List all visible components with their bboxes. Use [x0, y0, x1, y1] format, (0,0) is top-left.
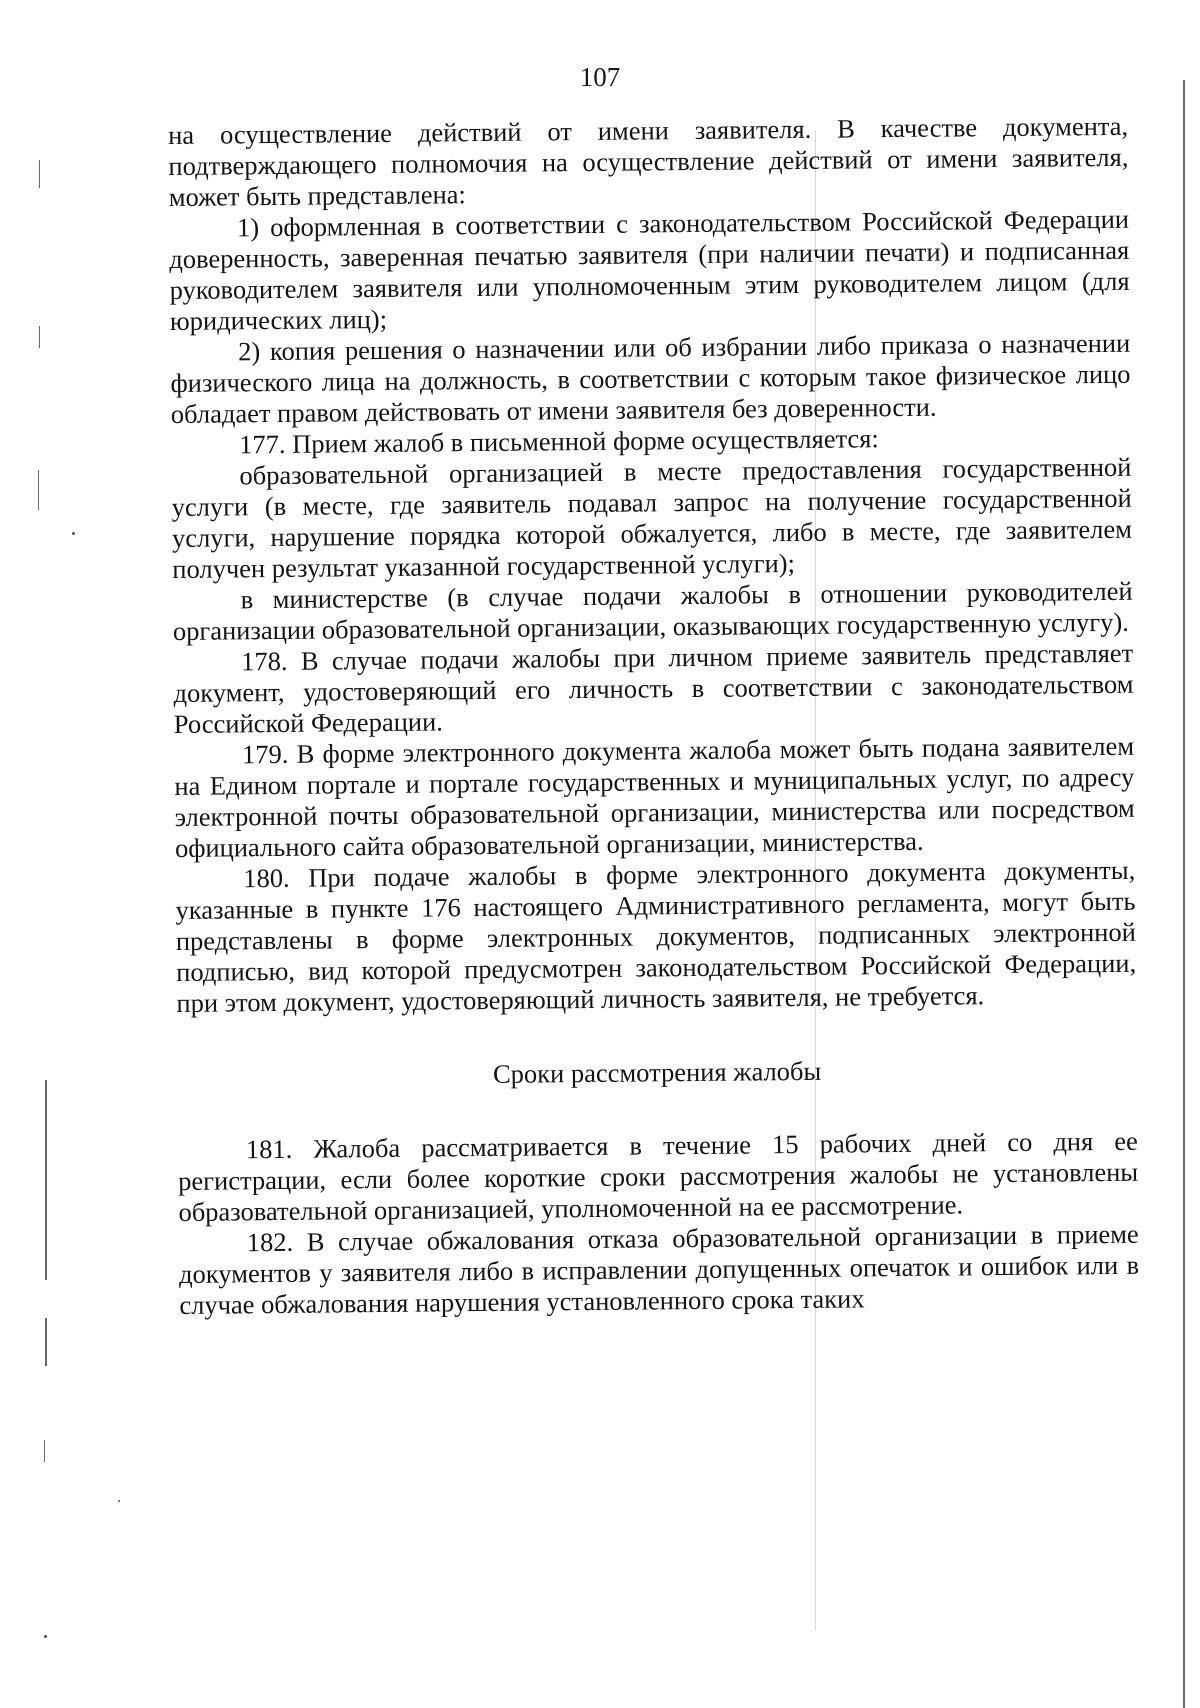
paragraph: 178. В случае подачи жалобы при личном приеме заявитель представляет документ, удостоверяющий его личность в соответствии с законодательством Российской Федерации.: [173, 637, 1134, 739]
scan-artifact-left-mark: [44, 1440, 45, 1462]
scan-artifact-right-edge: [1183, 80, 1185, 1708]
paragraph: 181. Жалоба рассматривается в течение 15 рабочих дней со дня ее регистрации, если более короткие сроки рассмотрения жалобы не установлены образовательной организацией, уполномоченной на ее рассмотрение.: [178, 1125, 1139, 1227]
paragraph: 177. Прием жалоб в письменной форме осуществляется:: [238, 423, 879, 460]
scan-artifact-left-mark: [39, 160, 40, 188]
paragraph: 180. При подаче жалобы в форме электронного документа документы, указанные в пункте 176 настоящего Административного регламента, могут быть представлены в форме электронных документов, подписанных электронной подписью, вид которой предусмотрен законодательством Российской Федерации, при этом документ, удостоверяющий личность заявителя, не требуется.: [175, 854, 1137, 1018]
section-heading: Сроки рассмотрения жалобы: [492, 1055, 822, 1089]
paragraph: 179. В форме электронного документа жалоба может быть подана заявителем на Едином портале и портале государственных и муниципальных услуг, по адресу электронной почты образовательной организации, министерства или посредством официального сайта образовательной организации, министерства.: [174, 730, 1135, 863]
paragraph: на осуществление действий от имени заявителя. В качестве документа, подтверждающего полномочия на осуществление действий от имени заявителя, может быть представлена:: [168, 110, 1129, 212]
paragraph: 182. В случае обжалования отказа образовательной организации в приеме документов у заявителя либо в исправлении допущенных опечаток и ошибок или в случае обжалования нарушения установленного срока таких: [178, 1218, 1140, 1320]
scan-artifact-left-mark: [39, 326, 40, 348]
paragraph: в министерстве (в случае подачи жалобы в отношении руководителей организации образовательной организации, оказывающих государственную услугу).: [172, 575, 1133, 646]
paragraph: образовательной организацией в месте предоставления государственной услуги (в месте, где заявитель подавал запрос на получение государственной услуги, нарушение порядка которой обжалуется, либо в месте, где заявителем получен результат указанной государственной услуги);: [171, 451, 1133, 584]
page-number: 107: [579, 62, 621, 92]
scan-artifact-dot: [118, 1500, 120, 1502]
paragraph: 2) копия решения о назначении или об избрании либо приказа о назначении физического лица на должность, в соответствии с которым такое физическое лицо обладает правом действовать от имени заявителя без доверенности.: [170, 327, 1131, 429]
scan-artifact-dot: [44, 1635, 47, 1638]
paragraph: 1) оформленная в соответствии с законодательством Российской Федерации доверенность, заверенная печатью заявителя (при наличии печати) и подписанная руководителем заявителя или уполномоченным этим руководителем лицом (для юридических лиц);: [169, 203, 1130, 336]
scan-artifact-left-mark: [45, 1318, 47, 1366]
body-text: [168, 111, 1139, 1321]
scan-artifact-dot: [72, 532, 75, 535]
scan-artifact-left-mark: [45, 1080, 47, 1280]
scan-artifact-left-mark: [38, 470, 39, 510]
